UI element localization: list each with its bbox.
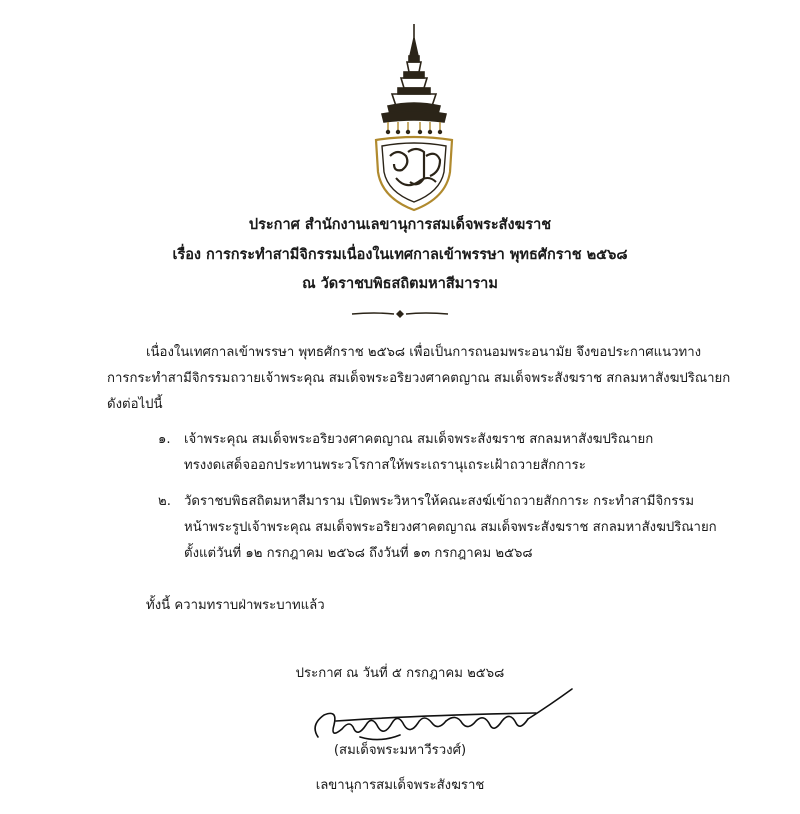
intro-line-1: เนื่องในเทศกาลเข้าพรรษา พุทธศักราช ๒๕๖๘ เพื่อเป็นการถนอมพระอนามัย จึงขอประกาศแนวทาง — [146, 345, 702, 360]
signer-name: (สมเด็จพระมหาวีรวงศ์) — [333, 743, 467, 758]
item-1-number: ๑. — [158, 432, 171, 447]
item-2-number: ๒. — [158, 494, 171, 509]
signer-title: เลขานุการสมเด็จพระสังฆราช — [315, 778, 485, 793]
intro-line-2: การกระทำสามีจิกรรมถวายเจ้าพระคุณ สมเด็จพระอริยวงศาคตญาณ สมเด็จพระสังฆราช สกลมหาสังฆปริณายก — [107, 371, 731, 386]
item-2-line-3: ตั้งแต่วันที่ ๑๒ กรกฎาคม ๒๕๖๘ ถึงวันที่ ๑๓ กรกฎาคม ๒๕๖๘ — [184, 546, 533, 561]
item-1-line-1: เจ้าพระคุณ สมเด็จพระอริยวงศาคตญาณ สมเด็จพระสังฆราช สกลมหาสังฆปริณายก — [184, 432, 654, 447]
item-2-line-2: หน้าพระรูปเจ้าพระคุณ สมเด็จพระอริยวงศาคตญาณ สมเด็จพระสังฆราช สกลมหาสังฆปริณายก — [184, 520, 717, 535]
announcement-date: ประกาศ ณ วันที่ ๕ กรกฎาคม ๒๕๖๘ — [295, 666, 505, 681]
announcement-title: ประกาศ สำนักงานเลขานุการสมเด็จพระสังฆราช — [248, 217, 552, 233]
intro-line-3: ดังต่อไปนี้ — [107, 397, 163, 412]
divider-ornament-icon — [350, 308, 450, 320]
announcement-location: ณ วัดราชบพิธสถิตมหาสีมาราม — [302, 276, 498, 292]
conclusion-text: ทั้งนี้ ความทราบฝ่าพระบาทแล้ว — [146, 598, 325, 613]
item-2-line-1: วัดราชบพิธสถิตมหาสีมาราม เปิดพระวิหารให้คณะสงฆ์เข้าถวายสักการะ กระทำสามีจิกรรม — [184, 494, 695, 509]
royal-seal-icon — [368, 22, 460, 212]
announcement-subject: เรื่อง การกระทำสามีจิกรรมเนื่องในเทศกาลเข้าพรรษา พุทธศักราช ๒๕๖๘ — [172, 247, 628, 263]
item-1-line-2: ทรงงดเสด็จออกประทานพระวโรกาสให้พระเถรานุเถระเฝ้าถวายสักการะ — [184, 458, 586, 473]
